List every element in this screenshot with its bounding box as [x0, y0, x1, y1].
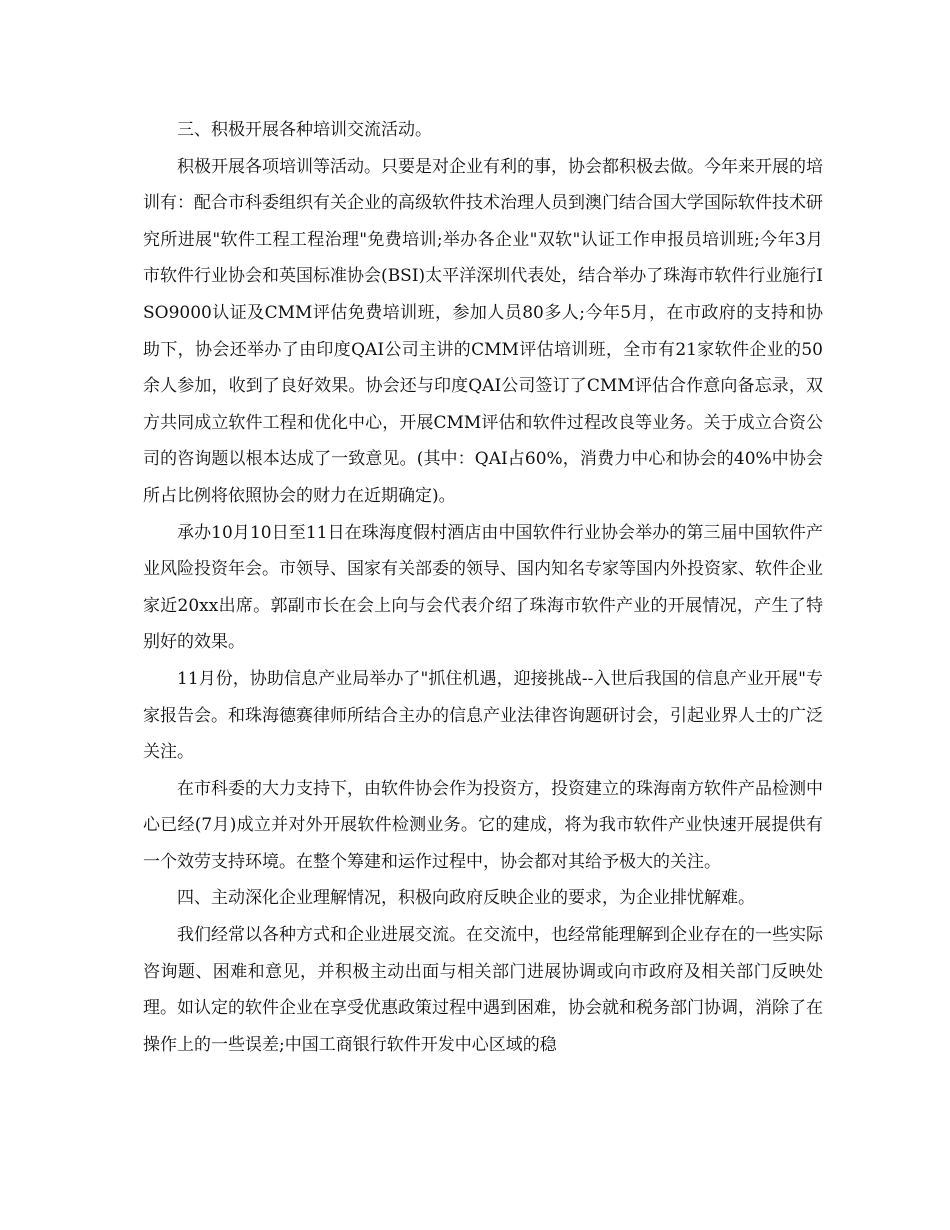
document-body [143, 112, 823, 1063]
section-heading-4: 四、主动深化企业理解情况，积极向政府反映企业的要求，为企业排忧解难。 [177, 888, 755, 909]
paragraph-november-report: 11月份，协助信息产业局举办了"抓住机遇，迎接挑战--入世后我国的信息产业开展"专家报告会。和珠海德赛律师所结合主办的信息产业法律咨询题研讨会，引起业界人士的广泛关注。 [143, 668, 823, 763]
section-heading-3: 三、积极开展各种培训交流活动。 [177, 120, 432, 140]
paragraph-training-activities: 积极开展各项培训等活动。只要是对企业有利的事，协会都积极去做。今年来开展的培训有：配合市科委组织有关企业的高级软件技术治理人员到澳门结合国大学国际软件技术研究所进展"软件工程工程治理"免费培训;举办各企业"双软"认证工作申报员培训班;今年3月市软件行业协会和英国标准协会(BSI)太平洋深圳代表处，结合举办了珠海市软件行业施行ISO9000认证及CMM评估免费培训班，参加人员80多人;今年5月，在市政府的支持和协助下，协会还举办了由印度QAI公司主讲的CMM评估培训班，全市有21家软件企业的50余人参加，收到了良好效果。协会还与印度QAI公司签订了CMM评估合作意向备忘录，双方共同成立软件工程和优化中心，开展CMM评估和软件过程改良等业务。关于成立合资公司的咨询题以根本达成了一致意见。(其中：QAI占60%，消费力中心和协会的40%中协会所占比例将依照协会的财力在近期确定)。 [143, 156, 823, 506]
paragraph-testing-center: 在市科委的大力支持下，由软件协会作为投资方，投资建立的珠海南方软件产品检测中心已经(7月)成立并对外开展软件检测业务。它的建成，将为我市软件产业快速开展提供有一个效劳支持环境。在整个筹建和运作过程中，协会都对其给予极大的关注。 [143, 778, 823, 872]
paragraph-venture-conference: 承办10月10日至11日在珠海度假村酒店由中国软件行业协会举办的第三届中国软件产业风险投资年会。市领导、国家有关部委的领导、国内知名专家等国内外投资家、软件企业家近20xx出席。郭副市长在会上向与会代表介绍了珠海市软件产业的开展情况，产生了特别好的效果。 [143, 522, 823, 653]
paragraph-enterprise-communication: 我们经常以各种方式和企业进展交流。在交流中，也经常能理解到企业存在的一些实际咨询题、困难和意见，并积极主动出面与相关部门进展协调或向市政府及相关部门反映处理。如认定的软件企业在享受优惠政策过程中遇到困难，协会就和税务部门协调，消除了在操作上的一些误差;中国工商银行软件开发中心区域的稳 [143, 925, 823, 1055]
